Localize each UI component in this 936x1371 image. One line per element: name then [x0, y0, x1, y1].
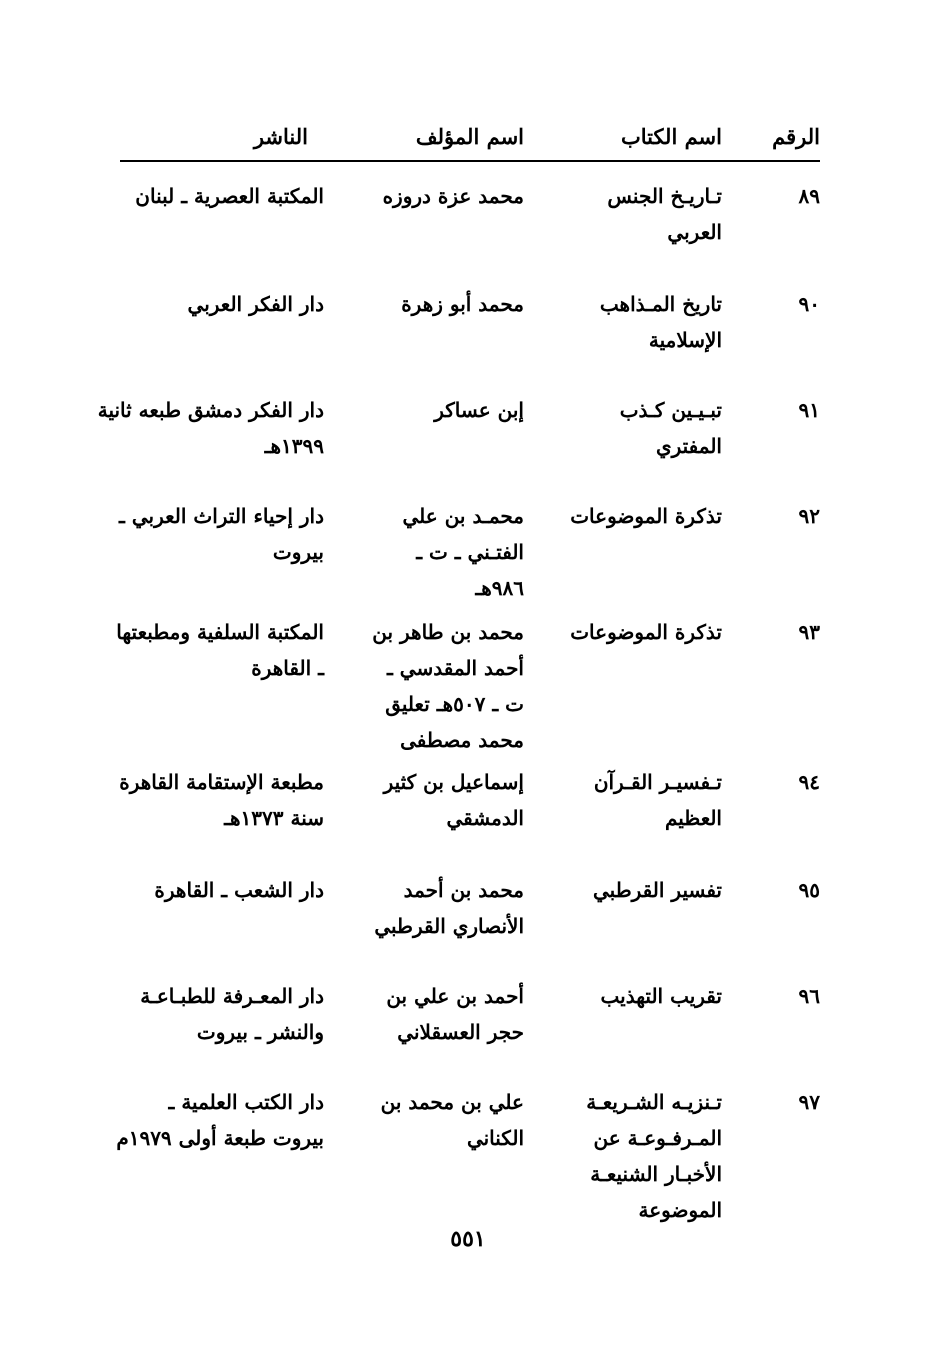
- book-title-cell-line: تذكرة الموضوعات: [570, 504, 722, 528]
- book-title-cell-line: تـاريـخ الجنس: [607, 184, 722, 208]
- book-title-cell: [570, 978, 722, 1014]
- row-number: ٩١: [798, 398, 820, 422]
- author-cell: [374, 872, 524, 944]
- author-cell-line: محمد مصطفى: [400, 728, 524, 752]
- publisher-cell: [97, 392, 324, 464]
- row-number: ٩٤: [798, 770, 820, 794]
- publisher-cell-line: المكتبة السلفية ومطبعتها: [116, 620, 324, 644]
- author-cell-line: الدمشقي: [446, 806, 524, 830]
- header-publisher: الناشر: [253, 124, 308, 149]
- book-title-cell-line: تقريب التهذيب: [600, 984, 722, 1008]
- author-cell-line: محمد عزة دروزه: [382, 184, 524, 208]
- table-header: [120, 124, 820, 158]
- book-title-cell-line: تبـيـين كـذب: [619, 398, 722, 422]
- publisher-cell: [116, 1084, 324, 1156]
- row-number: ٩٦: [798, 984, 820, 1008]
- author-cell-line: الفتـني ـ ت ـ: [416, 540, 524, 564]
- author-cell: [374, 614, 524, 758]
- row-number: ٩٥: [798, 878, 820, 902]
- row-number: ٩٧: [798, 1090, 820, 1114]
- header-author: اسم المؤلف: [415, 124, 524, 149]
- header-book-title: اسم الكتاب: [620, 124, 722, 149]
- author-cell-line: أحمد بن علي بن: [386, 984, 524, 1008]
- book-title-cell-line: الإسلامية: [648, 328, 722, 352]
- book-title-cell: [570, 286, 722, 358]
- book-title-cell-line: المفتري: [655, 434, 722, 458]
- row-number: ٨٩: [798, 184, 820, 208]
- book-title-cell-line: تـفسيـر القـرآن: [593, 770, 722, 794]
- author-cell-line: الكناني: [466, 1126, 524, 1150]
- header-rule: [120, 160, 820, 162]
- book-title-cell: [570, 872, 722, 908]
- row-number: ٩٢: [798, 504, 820, 528]
- page-number: ٥٥١: [450, 1226, 486, 1252]
- row-number: ٩٠: [798, 292, 820, 316]
- author-cell-line: ٩٨٦هـ: [475, 576, 524, 600]
- book-title-cell: [570, 392, 722, 464]
- author-cell-line: أحمد المقدسي ـ: [386, 656, 524, 680]
- author-cell: [374, 498, 524, 606]
- author-cell-line: محمد بن طاهر بن: [372, 620, 524, 644]
- author-cell-line: حجر العسقلاني: [397, 1020, 524, 1044]
- author-cell-line: الأنصاري القرطبي: [374, 914, 524, 938]
- publisher-cell: [120, 872, 324, 908]
- publisher-cell-line: بيروت طبعة أولى ١٩٧٩م: [116, 1126, 324, 1150]
- author-cell-line: محمد بن أحمد: [403, 878, 524, 902]
- publisher-cell-line: المكتبة العصرية ـ لبنان: [135, 184, 324, 208]
- book-title-cell: [570, 764, 722, 836]
- publisher-cell: [116, 614, 324, 686]
- book-title-cell-line: تاريخ المـذاهب: [599, 292, 722, 316]
- book-title-cell-line: تـنزيـه الشـريعـة: [586, 1090, 722, 1114]
- publisher-cell-line: دار المعـرفة للطبـاعـة: [140, 984, 324, 1008]
- publisher-cell-line: ١٣٩٩هـ: [264, 434, 324, 458]
- publisher-cell-line: بيروت: [272, 540, 324, 564]
- publisher-cell-line: دار الكتب العلمية ـ: [168, 1090, 324, 1114]
- book-title-cell: [570, 614, 722, 650]
- row-number: ٩٣: [798, 620, 820, 644]
- author-cell: [374, 764, 524, 836]
- book-title-cell: [570, 498, 722, 534]
- publisher-cell-line: دار الشعب ـ القاهرة: [154, 878, 324, 902]
- book-title-cell-line: العظيم: [664, 806, 722, 830]
- publisher-cell: [120, 978, 324, 1050]
- author-cell-line: علي بن محمد بن: [380, 1090, 524, 1114]
- book-title-cell-line: تذكرة الموضوعات: [570, 620, 722, 644]
- publisher-cell-line: دار الفكر دمشق طبعه ثانية: [97, 398, 324, 422]
- publisher-cell: [120, 498, 324, 570]
- book-title-cell-line: الموضوعة: [638, 1198, 722, 1222]
- publisher-cell-line: ـ القاهرة: [251, 656, 324, 680]
- publisher-cell: [120, 178, 324, 214]
- publisher-cell-line: دار إحياء التراث العربي ـ: [119, 504, 324, 528]
- book-title-cell-line: تفسير القرطبي: [593, 878, 722, 902]
- author-cell: [374, 1084, 524, 1156]
- author-cell: [374, 392, 524, 428]
- author-cell: [374, 286, 524, 322]
- book-title-cell: [570, 1084, 722, 1228]
- publisher-cell: [120, 764, 324, 836]
- author-cell-line: ت ـ ٥٠٧هـ تعليق: [385, 692, 524, 716]
- author-cell-line: محمد أبو زهرة: [401, 292, 524, 316]
- author-cell-line: محمـد بن علي: [402, 504, 524, 528]
- author-cell-line: إبن عساكر: [434, 398, 524, 422]
- author-cell: [374, 978, 524, 1050]
- author-cell-line: إسماعيل بن كثير: [383, 770, 524, 794]
- publisher-cell-line: مطبعة الإستقامة القاهرة: [119, 770, 324, 794]
- publisher-cell-line: سنة ١٣٧٣هـ: [224, 806, 324, 830]
- header-number: الرقم: [772, 124, 820, 149]
- publisher-cell: [120, 286, 324, 322]
- book-title-cell: [570, 178, 722, 250]
- publisher-cell-line: دار الفكر العربي: [187, 292, 324, 316]
- publisher-cell-line: والنشر ـ بيروت: [196, 1020, 324, 1044]
- author-cell: [374, 178, 524, 214]
- book-title-cell-line: العربي: [667, 220, 722, 244]
- book-title-cell-line: المـرفـوعـة عن: [593, 1126, 722, 1150]
- book-title-cell-line: الأخبـار الشنيعـة: [590, 1162, 722, 1186]
